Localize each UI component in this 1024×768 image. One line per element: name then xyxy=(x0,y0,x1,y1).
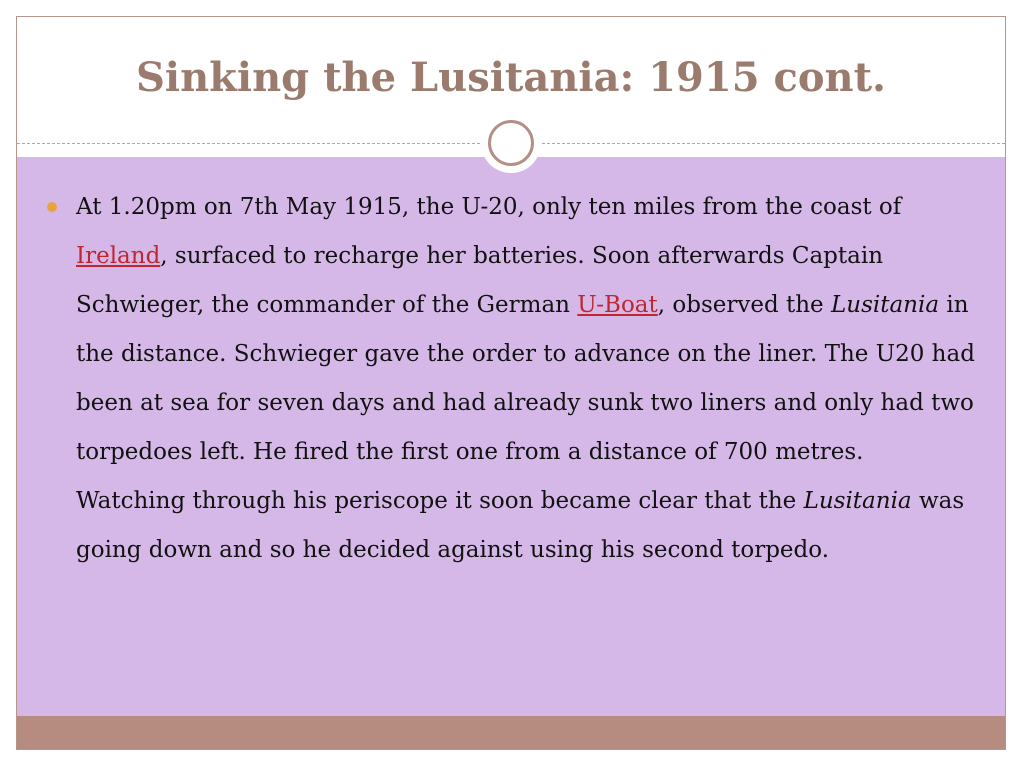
body-text-1: At 1.20pm on 7th May 1915, the U-20, only ten miles from the coast of xyxy=(76,194,902,220)
body-text-5: was going down and so he decided against using his second torpedo. xyxy=(76,488,965,563)
ornament-ring xyxy=(488,120,534,166)
bullet-item xyxy=(47,183,977,575)
body-text-2: , surfaced to recharge her batteries. Soon afterwards Captain Schwieger, the commander of the German xyxy=(76,243,884,318)
slide-title: Sinking the Lusitania: 1915 cont. xyxy=(136,54,886,101)
bullet-list xyxy=(47,183,977,575)
link-u-boat[interactable]: U-Boat xyxy=(577,292,658,318)
italic-lusitania-2: Lusitania xyxy=(803,488,912,514)
bullet-dot-icon xyxy=(47,202,57,212)
circle-ornament-icon xyxy=(481,113,541,173)
footer-band xyxy=(17,716,1005,750)
body-text-4: in the distance. Schwieger gave the order to advance on the liner. The U20 had been at sea for seven days and had already sunk two liners and only had two torpedoes left. He fired the first one from a distance of 700 metres. Watching through his periscope it soon became clear that the xyxy=(76,292,975,514)
slide xyxy=(16,16,1006,750)
content-area xyxy=(17,157,1005,717)
body-text-3: , observed the xyxy=(657,292,831,318)
italic-lusitania-1: Lusitania xyxy=(830,292,940,318)
link-ireland[interactable]: Ireland xyxy=(76,243,161,269)
